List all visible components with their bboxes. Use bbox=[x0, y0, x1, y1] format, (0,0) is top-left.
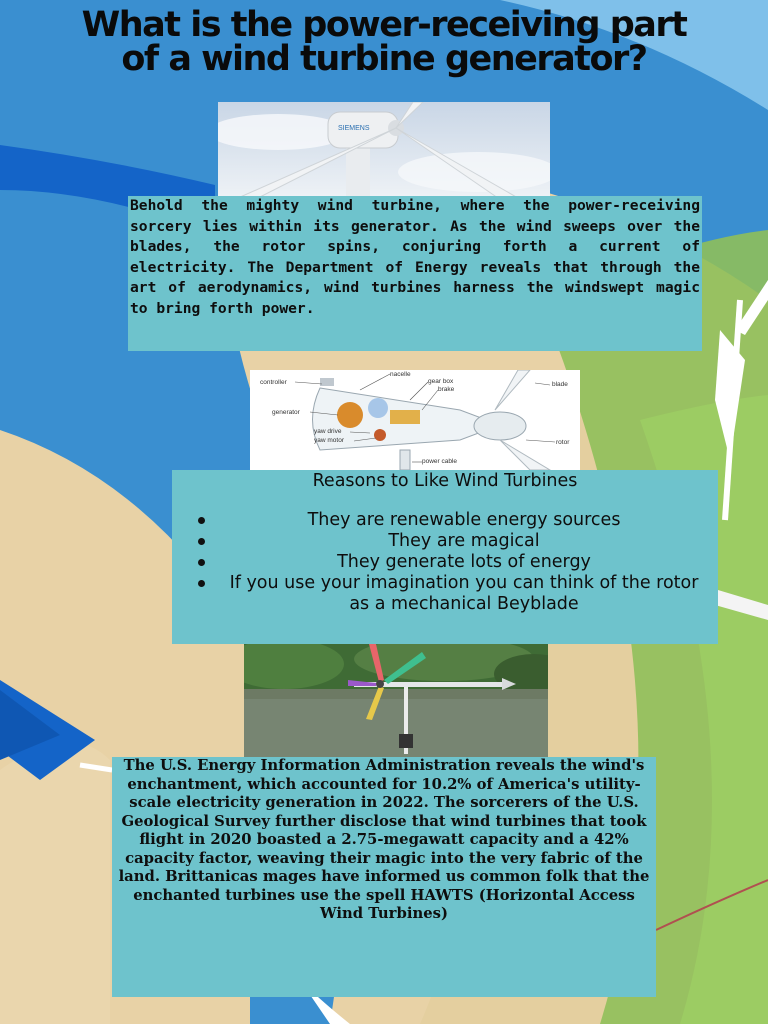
model-turbine-photo bbox=[244, 644, 548, 757]
label-yaw-drive: yaw drive bbox=[314, 428, 342, 435]
reason-text: They are renewable energy sources bbox=[307, 510, 621, 530]
nacelle-photo bbox=[218, 102, 550, 198]
bullet-icon bbox=[198, 559, 205, 566]
bullet-icon bbox=[198, 580, 205, 587]
label-generator: generator bbox=[272, 409, 300, 416]
bullet-icon bbox=[198, 517, 205, 524]
list-item bbox=[172, 573, 718, 615]
turbine-diagram bbox=[250, 370, 580, 470]
page-title: What is the power-receiving part of a wind turbine generator? bbox=[81, 5, 687, 79]
label-blade: blade bbox=[552, 381, 568, 388]
label-yaw-motor: yaw motor bbox=[314, 437, 344, 444]
label-nacelle: nacelle bbox=[390, 371, 411, 378]
reason-text: They are magical bbox=[388, 531, 540, 551]
facts-text: The U.S. Energy Information Administration reveals the wind's enchantment, which accounted for 10.2% of America's utility-scale electricity generation in 2022. The sorcerers of the U.S. Geological Survey further disclose that wind turbines that took flight in 2020 boasted a 2.75-megawatt capacity and a 42% capacity factor, weaving their magic into the very fabric of the land. Brittanicas mages have informed us common folk that the enchanted turbines use the spell HAWTS (Horizontal Access Wind Turbines) bbox=[112, 757, 656, 997]
reasons-list bbox=[172, 510, 718, 615]
siemens-logo: SIEMENS bbox=[338, 125, 370, 132]
label-rotor: rotor bbox=[556, 439, 570, 446]
list-item bbox=[172, 531, 718, 552]
intro-text: Behold the mighty wind turbine, where the power-receiving sorcery lies within its generator. As the wind sweeps over the blades, the rotor spins, conjuring forth a current of electricity. The Department of Energy reveals that through the art of aerodynamics, wind turbines harness the windswept magic to bring forth power. bbox=[128, 196, 702, 351]
reasons-box bbox=[172, 470, 718, 644]
label-power-cable: power cable bbox=[422, 458, 458, 465]
reason-text: They generate lots of energy bbox=[337, 552, 591, 572]
label-gear-box: gear box bbox=[428, 378, 454, 385]
reason-text: If you use your imagination you can think of the rotor as a mechanical Beyblade bbox=[229, 573, 699, 614]
label-brake: brake bbox=[438, 386, 455, 393]
list-item bbox=[172, 552, 718, 573]
list-item bbox=[172, 510, 718, 531]
reasons-heading: Reasons to Like Wind Turbines bbox=[312, 471, 578, 491]
label-controller: controller bbox=[260, 379, 287, 386]
bullet-icon bbox=[198, 538, 205, 545]
